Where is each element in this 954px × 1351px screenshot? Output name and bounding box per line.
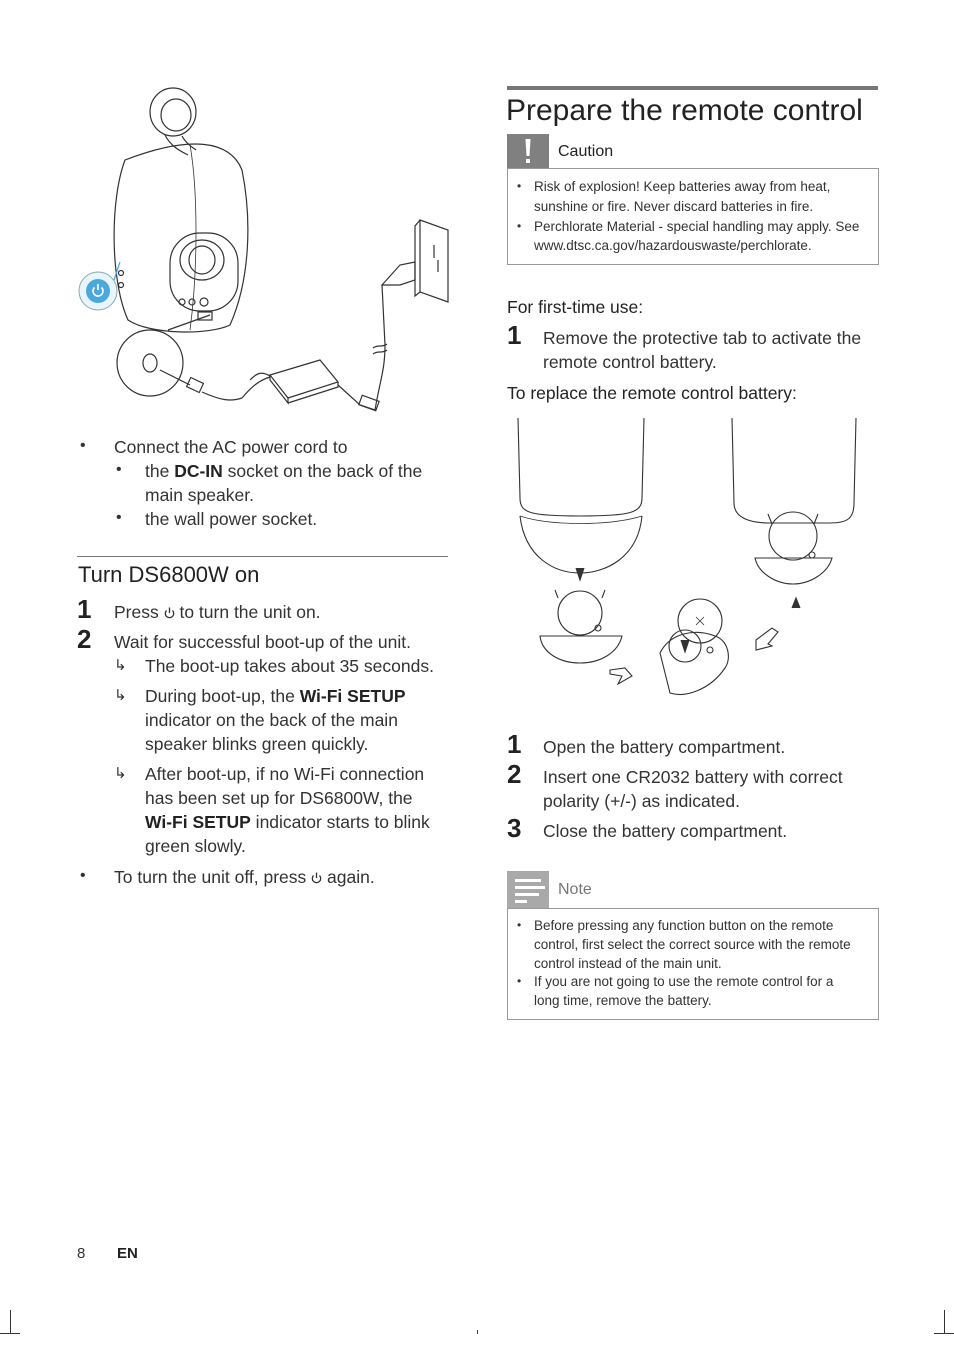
result-during-boot-line3: speaker blinks green quickly.: [145, 734, 369, 754]
speaker-connection-illustration: [70, 80, 460, 420]
caution-item-2-line1: Perchlorate Material - special handling may apply. See: [534, 219, 860, 234]
note-lines-icon: [507, 871, 549, 908]
wifi-setup-label: Wi-Fi SETUP: [145, 812, 251, 832]
step-press-post: to turn the unit on.: [174, 602, 321, 622]
connect-dc-in-line2: main speaker.: [145, 485, 254, 505]
caution-item-1-line2: sunshine or fire. Never discard batteries in fire.: [534, 199, 814, 214]
replace-step-2-line1: Insert one CR2032 battery with correct: [543, 767, 843, 787]
step-number: 1: [507, 320, 522, 350]
bullet: •: [80, 867, 86, 884]
result-during-boot-line2: indicator on the back of the main: [145, 710, 398, 730]
step-wait-boot: Wait for successful boot-up of the unit.: [114, 632, 411, 652]
section-title: Turn DS6800W on: [78, 562, 260, 587]
section-divider: [77, 556, 448, 557]
turn-off-post: again.: [322, 867, 375, 887]
crop-mark: [944, 1310, 945, 1334]
replace-step-2-line2: polarity (+/-) as indicated.: [543, 791, 740, 811]
language-code: EN: [117, 1245, 138, 1262]
connect-dc-in-post: socket on the back of the: [222, 461, 423, 481]
bullet: •: [517, 918, 522, 932]
replace-heading: To replace the remote control battery:: [507, 383, 797, 403]
crop-mark: [477, 1330, 478, 1334]
dc-in-label: DC-IN: [174, 461, 223, 481]
wifi-setup-label: Wi-Fi SETUP: [299, 686, 406, 706]
note-item-1-line2: control, first select the correct source with the remote: [534, 937, 851, 952]
page-number: 8: [77, 1245, 86, 1262]
note-icon-box: [507, 871, 549, 908]
note-item-1-line3: control instead of the main unit.: [534, 956, 722, 971]
connect-wall-socket: the wall power socket.: [145, 509, 318, 529]
caution-label: Caution: [558, 143, 614, 160]
step-number: 1: [507, 729, 522, 759]
result-after-boot-post: indicator starts to blink: [250, 812, 430, 832]
first-use-step-line2: remote control battery.: [543, 352, 717, 372]
crop-mark: [10, 1310, 11, 1334]
bullet: •: [517, 219, 522, 233]
first-use-step-line1: Remove the protective tab to activate the: [543, 328, 862, 348]
page-title: Prepare the remote control: [506, 94, 863, 127]
turn-off-pre: To turn the unit off, press: [114, 867, 312, 887]
note-item-1-line1: Before pressing any function button on the remote: [534, 918, 834, 933]
title-rule: [507, 86, 878, 90]
note-item-2-line2: long time, remove the battery.: [534, 993, 712, 1008]
remote-battery-illustration: [510, 418, 870, 703]
step-number: 3: [507, 813, 522, 843]
replace-step-1: Open the battery compartment.: [543, 737, 786, 757]
caution-item-1-line1: Risk of explosion! Keep batteries away from heat,: [534, 179, 831, 194]
result-arrow-icon: ↳: [114, 765, 127, 782]
connect-dc-in-pre: the: [145, 461, 175, 481]
step-press-power: [114, 600, 321, 624]
first-use-heading: For first-time use:: [507, 297, 644, 317]
caution-icon-box: [507, 134, 549, 168]
step-number: 1: [77, 594, 92, 624]
result-arrow-icon: ↳: [114, 657, 127, 674]
result-after-boot-line3: [145, 810, 430, 834]
turn-off-instruction: [114, 865, 375, 889]
step-number: 2: [77, 624, 92, 654]
note-item-2-line1: If you are not going to use the remote control for a: [534, 974, 834, 989]
bullet: •: [517, 179, 522, 193]
note-label: Note: [558, 881, 592, 898]
bullet: •: [80, 437, 86, 454]
caution-exclamation-icon: [507, 134, 549, 168]
step-number: 2: [507, 759, 522, 789]
bullet: •: [517, 974, 522, 988]
result-during-boot: [145, 684, 406, 708]
caution-item-2-line2: www.dtsc.ca.gov/hazardouswaste/perchlorate.: [534, 238, 812, 253]
power-icon: [311, 872, 322, 884]
result-after-boot-line4: green slowly.: [145, 836, 246, 856]
result-arrow-icon: ↳: [114, 687, 127, 704]
crop-mark: [0, 1333, 20, 1334]
replace-step-3: Close the battery compartment.: [543, 821, 788, 841]
connect-dc-in: [145, 459, 422, 483]
result-boot-time: The boot-up takes about 35 seconds.: [145, 656, 434, 676]
bullet: •: [116, 509, 122, 526]
bullet: •: [116, 461, 122, 478]
power-icon: [164, 607, 175, 619]
step-press-pre: Press: [114, 602, 164, 622]
result-during-boot-pre: During boot-up, the: [145, 686, 300, 706]
connect-intro: Connect the AC power cord to: [114, 437, 348, 457]
result-after-boot-line2: has been set up for DS6800W, the: [145, 788, 413, 808]
crop-mark: [934, 1333, 954, 1334]
result-after-boot-line1: After boot-up, if no Wi-Fi connection: [145, 764, 425, 784]
